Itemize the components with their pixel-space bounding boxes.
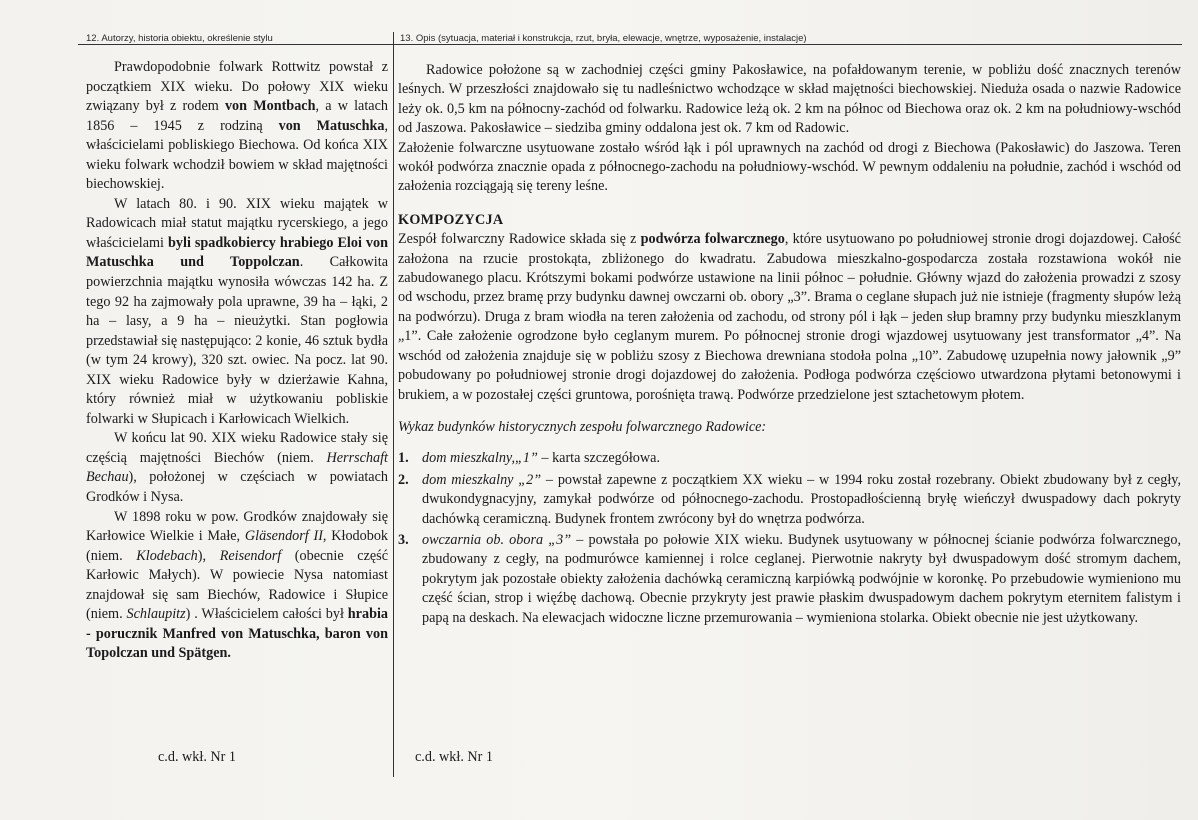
text-span: , właścicielami pobliskiego Biechowa. Od końca XIX wieku folwark wchodził bowiem w skład majętności biechowskiej.	[86, 117, 388, 193]
building-name: dom mieszkalny,„1”	[422, 450, 538, 467]
german-name: Gläsendorf II,	[244, 528, 327, 545]
header-rule	[78, 44, 1182, 45]
family-name-matuschka: von Matuschka	[278, 117, 385, 134]
text-span: , a w latach 1856 – 1945 z rodziną	[86, 98, 388, 134]
column-divider	[393, 32, 394, 777]
history-paragraph-3	[86, 429, 388, 507]
right-continuation-note: c.d. wkł. Nr 1	[415, 749, 494, 765]
history-paragraph-4	[86, 508, 388, 664]
left-column-header: 12. Autorzy, historia obiektu, określenie stylu	[86, 33, 273, 44]
text-span: ), położonej w częściach w powiatach Grodków i Nysa.	[86, 469, 388, 506]
composition-paragraph	[398, 230, 1181, 405]
building-description: – karta szczegółowa.	[537, 450, 660, 467]
list-item-body	[422, 531, 1181, 628]
description-column	[398, 61, 1181, 630]
section-heading-composition: KOMPOZYCJA	[398, 211, 504, 228]
history-column	[86, 58, 388, 664]
history-paragraph-2	[86, 195, 388, 430]
buildings-list-caption: Wykaz budynków historycznych zespołu folwarcznego Radowice:	[398, 418, 767, 435]
text-span: Prawdopodobnie folwark Rottwitz powstał z początkiem XIX wieku. Do połowy XIX wieku związany był z rodem	[86, 59, 388, 115]
text-span: (obecnie część Karłowic Małych). W powiecie Nysa natomiast znajdował się sam Biechów, Radowice i Słupice (niem.	[86, 547, 388, 623]
list-number: 2.	[398, 471, 409, 488]
description-paragraph-2: Założenie folwarczne usytuowane zostało wśród łąk i pól uprawnych na zachód od drogi z Biechowa (Pakosławic) do Jaszowa. Teren wokół podwórza znacznie opada z północnego-zachodu na południowy-wschód. W pewnym oddaleniu na południe, zachód i wschód od założenia rozciągają się tereny leśne.	[398, 139, 1181, 195]
building-name: dom mieszkalny „2”	[422, 471, 542, 488]
german-name: Klodebach	[136, 547, 198, 564]
list-number: 1.	[398, 450, 409, 467]
text-span: Zespół folwarczny Radowice składa się z	[398, 231, 641, 248]
text-span: ),	[197, 547, 220, 564]
description-paragraph-1: Radowice położone są w zachodniej części gminy Pakosławice, na pofałdowanym terenie, w pobliżu dość znacznych terenów leśnych. W przeszłości znajdowało się tu nadleśnictwo wchodzące w skład majętności biechowskiej. Nieduża osada o nazwie Radowice leży ok. 0,5 km na północny-zachód od folwarku. Radowice leżą ok. 2 km na północ od Biechowa oraz ok. 2 km na południowy-wschód od Jaszowa. Pakosławice – siedziba gminy oddalona jest ok. 7 km od Radowic.	[398, 62, 1181, 137]
german-name: Herrschaft Bechau	[86, 449, 388, 486]
left-continuation-note: c.d. wkł. Nr 1	[158, 749, 237, 765]
list-item	[398, 449, 1181, 468]
building-description: – powstał zapewne z początkiem XX wieku – w 1994 roku został rozebrany. Obiekt zbudowany był z cegły, dwukondygnacyjny, zamykał podwórze od północnego-zachodu. Prostopadłościenną bryłę wieńczył dwuspadowy dach pokryty dachówką ceramiczną. Budynek frontem zwrócony był do wnętrza podwórza.	[422, 471, 1181, 527]
german-name: Schlaupitz	[126, 606, 186, 623]
history-paragraph-1	[86, 58, 388, 195]
german-name: Reisendorf	[219, 547, 282, 564]
building-description: – powstała po połowie XIX wieku. Budynek usytuowany w północnej ścianie podwórza folwarcznego, zbudowany z cegły, na podmurówce kamiennej i rolce ceglanej. Pierwotnie nakryty był dwuspadowym dość stromym dachem, pokrytym jak pozostałe obiekty założenia dachówką ceramiczną karpiówką podwójnie w koronkę. Po przebudowie wymieniono mu część ścian, strop i więźbę dachową. Obecnie przykryty jest prawie płaskim dwuspadowym dachem pokrytym eternitem falistym i papą na deskach. Na elewacjach widoczne liczne przemurowania – wymieniona stolarka. Obiekt obecnie nie jest użytkowany.	[422, 531, 1182, 626]
list-item	[398, 471, 1181, 529]
owner-bold: hrabia - porucznik Manfred von Matuschka, baron von Topolczan und Spätgen.	[86, 606, 389, 662]
list-number: 3.	[398, 531, 409, 548]
buildings-list	[398, 449, 1181, 628]
courtyard-bold: podwórza folwarcznego	[640, 231, 785, 248]
list-item	[398, 531, 1181, 628]
family-name-montbach: von Montbach	[224, 98, 316, 115]
text-span: Kłodobok (niem.	[86, 528, 388, 564]
text-span: W końcu lat 90. XIX wieku Radowice stały się częścią majętności Biechów (niem.	[86, 430, 388, 466]
right-column-header: 13. Opis (sytuacja, materiał i konstrukcja, rzut, bryła, elewacje, wnętrze, wyposażenie, instalacje)	[400, 33, 807, 44]
text-span: . Całkowita powierzchnia majątku wynosiła wówczas 142 ha. Z tego 92 ha zajmowały pola uprawne, 39 ha – łąki, 2 ha – lasy, a 9 ha – nieużytki. Stan pogłowia przedstawiał się następująco: 2 konie, 46 sztuk bydła (w tym 24 krowy), 320 szt. owiec. Na pocz. lat 90. XIX wieku Radowice były w dzierżawie Kahna, który również miał w użytkowaniu pobliskie folwarki w Słupicach i Karłowicach Wielkich.	[86, 254, 388, 427]
text-span: ) . Właścicielem całości był	[185, 606, 348, 623]
list-item-body	[422, 471, 1181, 529]
text-span: , które usytuowano po południowej stronie drogi dojazdowej. Całość założona na rzucie prostokąta, zbliżonego do kwadratu. Zabudowa mieszkalno-gospodarcza została rozstawiona wokół nie zabudowanego placu. Krótszymi bokami podwórze ustawione na linii północ – południe. Główny wjazd do założenia prowadzi z szosy od wschodu, przez bramę przy budynku dawnej owczarni ob. obory „3”. Brama o ceglane słupach już nie istnieje (fragmenty słupów leżą na podwórzu). Druga z bram wiodła na teren założenia od zachodu, od strony pól i łąk – jeden słup bramny przy budynku mieszklanym „1”. Całe założenie ogrodzone było ceglanym murem. Po północnej stronie drogi wjazdowej usytuowany jest transformator „4”. Na wschód od założenia znajduje się w pobliżu szosy z Biechowa drewniana stodoła polna „10”. Zabudowę uzupełnia nowy jałownik „9” pobudowany po południowej stronie drogi dojazdowej do założenia. Podłoga podwórza częściowo utwardzona płytami betonowymi i brukiem, a w pozostałej części gruntowa, porośnięta trawą. Podwórze przedzielone jest sztachetowym płotem.	[398, 231, 1181, 403]
owners-bold: byli spadkobiercy hrabiego Eloi von Matuschka und Toppolczan	[86, 234, 388, 271]
text-span: W latach 80. i 90. XIX wieku majątek w Radowicach miał statut majątku rycerskiego, a jego właścicielami	[86, 195, 388, 251]
list-item-body	[422, 449, 1181, 468]
building-name: owczarnia ob. obora „3”	[422, 531, 572, 548]
text-span: W 1898 roku w pow. Grodków znajdowały się Karłowice Wielkie i Małe,	[86, 508, 388, 545]
